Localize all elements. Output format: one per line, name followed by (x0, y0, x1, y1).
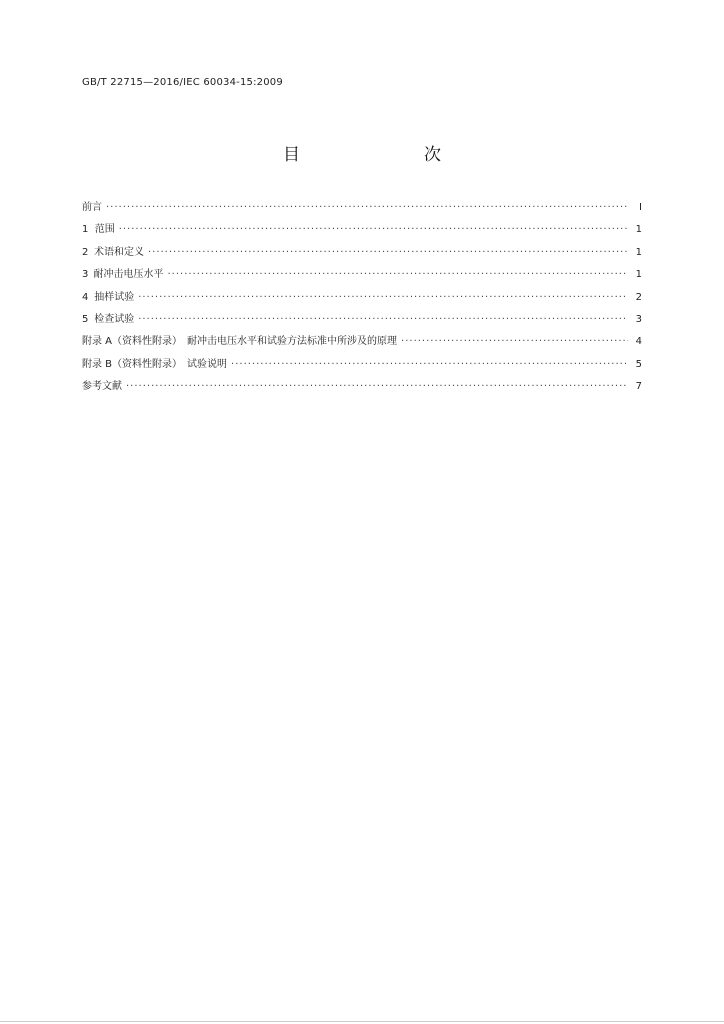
toc-entry-label: 前言 (82, 202, 102, 213)
toc-entry-foreword[interactable] (82, 198, 642, 220)
toc-entry-scope[interactable] (82, 220, 642, 242)
toc-leader-dots (138, 314, 628, 325)
toc-entry-sample-tests[interactable] (82, 288, 642, 310)
toc-entry-bibliography[interactable] (82, 377, 642, 399)
toc-entry-annex-a[interactable] (82, 332, 642, 354)
toc-entry-label: 抽样试验 (94, 291, 135, 303)
page-title: 目 次 (283, 145, 471, 165)
toc-leader-dots (148, 247, 628, 258)
toc-leader-dots (231, 359, 628, 370)
toc-leader-dots (401, 336, 628, 347)
toc-entry-annex-b[interactable] (82, 355, 642, 377)
toc-entry-number: 2 (82, 246, 89, 258)
toc-entry-page: 7 (635, 381, 642, 393)
toc-entry-page: 5 (635, 358, 642, 370)
toc-entry-number: 3 (82, 269, 89, 281)
toc-entry-page: 1 (635, 269, 642, 281)
toc-entry-number: 5 (82, 313, 89, 325)
toc-entry-page: Ⅰ (639, 202, 642, 213)
toc-entry-page: 1 (635, 246, 642, 258)
toc-leader-dots (167, 269, 628, 280)
toc-entry-page: 4 (635, 336, 642, 348)
toc-entry-terms[interactable] (82, 243, 642, 265)
toc-entry-impulse-levels[interactable] (82, 265, 642, 287)
toc-entry-label: 范围 (94, 224, 115, 236)
standard-code: GB/T 22715—2016/IEC 60034-15:2009 (82, 77, 283, 88)
toc-entry-inspection-tests[interactable] (82, 310, 642, 332)
toc-entry-label: 术语和定义 (93, 246, 144, 258)
toc-leader-dots (119, 224, 628, 235)
toc-entry-number: 4 (82, 291, 89, 303)
toc-entry-label: 附录 B（资料性附录） 试验说明 (82, 358, 228, 370)
table-of-contents (82, 198, 642, 400)
toc-entry-page: 3 (635, 313, 642, 325)
toc-entry-label: 检查试验 (94, 313, 135, 325)
toc-entry-label: 参考文献 (82, 381, 122, 393)
toc-leader-dots (106, 202, 628, 213)
toc-entry-number: 1 (82, 224, 89, 236)
toc-entry-page: 1 (635, 224, 642, 236)
toc-leader-dots (138, 292, 628, 303)
toc-entry-label: 附录 A（资料性附录） 耐冲击电压水平和试验方法标准中所涉及的原理 (82, 336, 398, 348)
toc-leader-dots (126, 381, 628, 392)
page-bottom-edge (0, 1021, 724, 1022)
toc-entry-label: 耐冲击电压水平 (93, 269, 164, 281)
toc-entry-page: 2 (635, 291, 642, 303)
